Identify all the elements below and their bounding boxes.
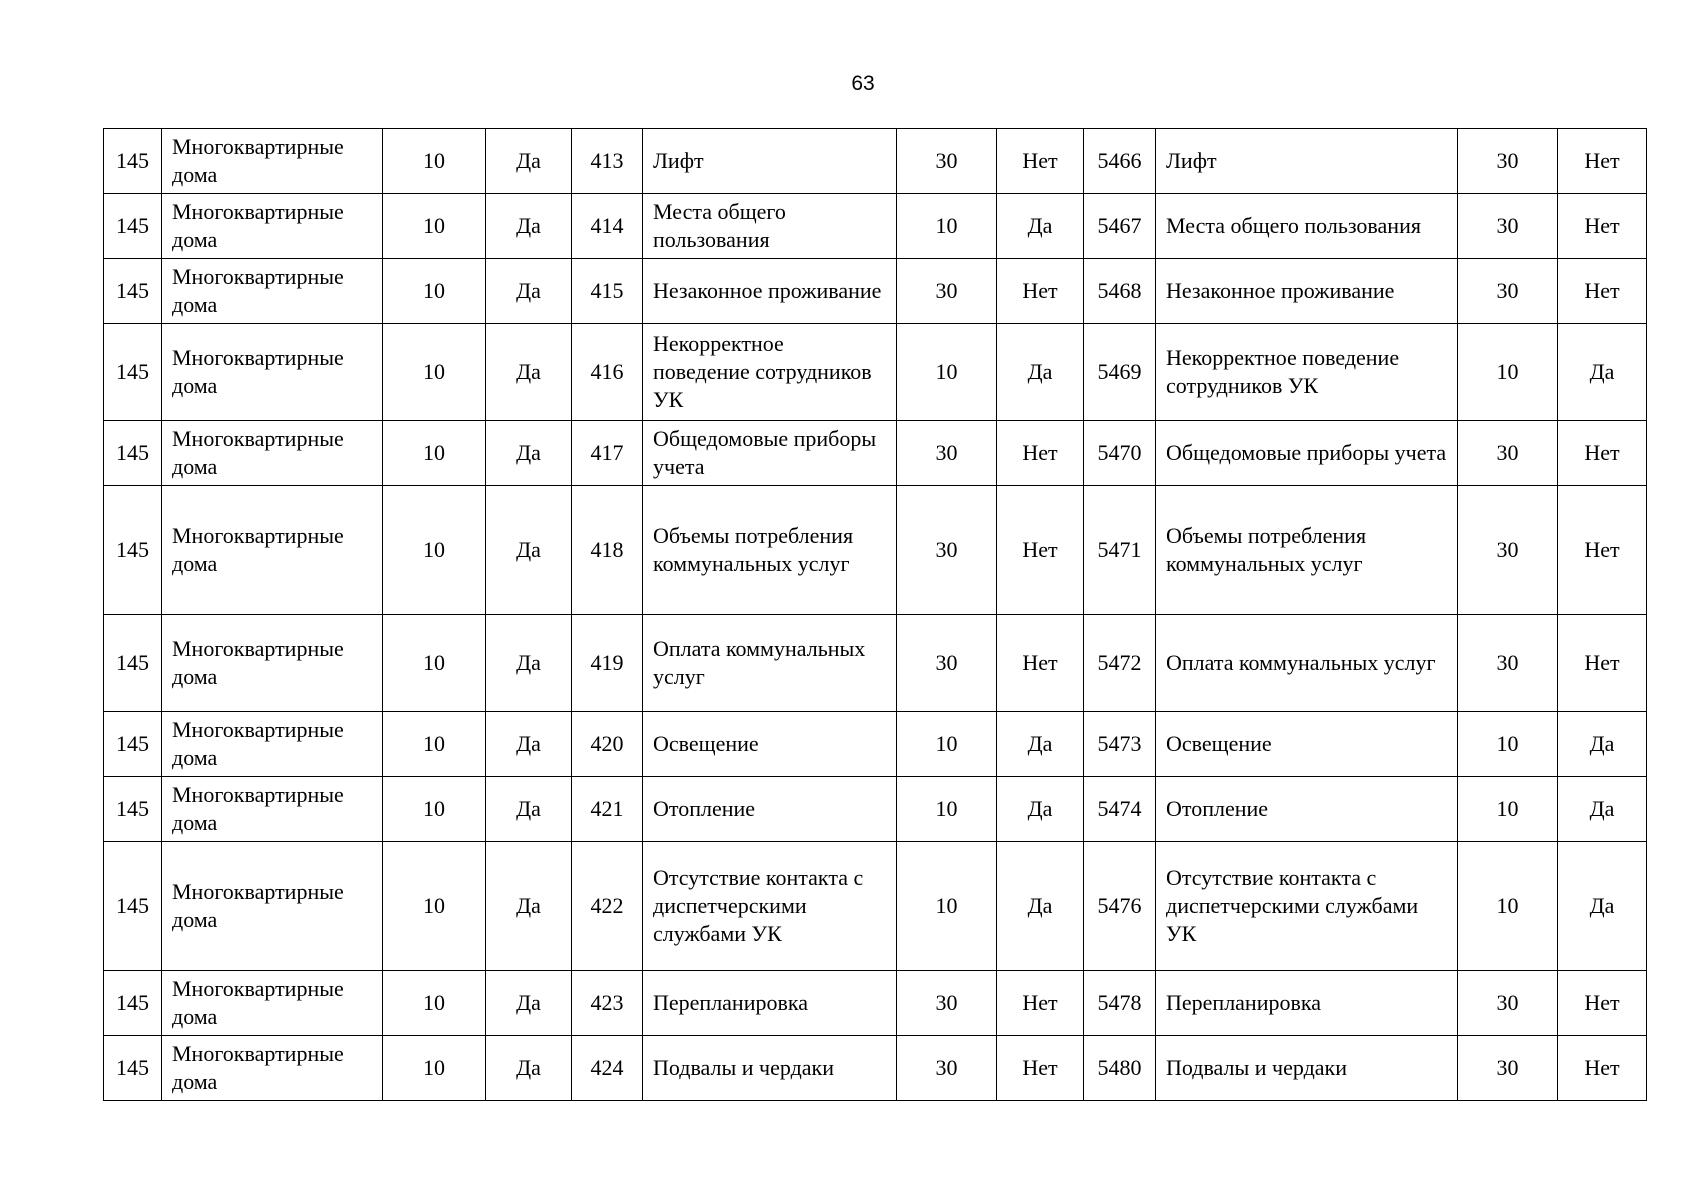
category-flag-cell: Да — [997, 777, 1084, 842]
group-name-cell: Многоквартирные дома — [162, 615, 383, 712]
subcategory-value-cell: 30 — [1458, 194, 1558, 259]
table-row — [104, 842, 1647, 971]
subcategory-flag-cell: Да — [1558, 777, 1647, 842]
subcategory-value-cell: 30 — [1458, 971, 1558, 1036]
category-name-cell: Объемы потребления коммунальных услуг — [643, 486, 897, 615]
group-id-cell: 145 — [104, 259, 162, 324]
group-flag-cell: Да — [486, 129, 572, 194]
subcategory-id-cell: 5478 — [1084, 971, 1156, 1036]
group-id-cell: 145 — [104, 129, 162, 194]
subcategory-name-cell: Оплата коммунальных услуг — [1156, 615, 1458, 712]
group-value-cell: 10 — [383, 712, 486, 777]
category-flag-cell: Да — [997, 842, 1084, 971]
subcategory-id-cell: 5467 — [1084, 194, 1156, 259]
category-name-cell: Лифт — [643, 129, 897, 194]
data-table — [103, 128, 1647, 1101]
category-value-cell: 10 — [897, 777, 997, 842]
group-flag-cell: Да — [486, 842, 572, 971]
category-value-cell: 30 — [897, 615, 997, 712]
table-row — [104, 486, 1647, 615]
category-flag-cell: Да — [997, 324, 1084, 421]
subcategory-name-cell: Подвалы и чердаки — [1156, 1036, 1458, 1101]
category-id-cell: 419 — [572, 615, 643, 712]
subcategory-flag-cell: Нет — [1558, 486, 1647, 615]
category-id-cell: 424 — [572, 1036, 643, 1101]
category-value-cell: 30 — [897, 129, 997, 194]
category-name-cell: Освещение — [643, 712, 897, 777]
subcategory-name-cell: Освещение — [1156, 712, 1458, 777]
category-name-cell: Некорректное поведение сотрудников УК — [643, 324, 897, 421]
category-flag-cell: Да — [997, 712, 1084, 777]
table-body — [104, 129, 1647, 1101]
subcategory-name-cell: Лифт — [1156, 129, 1458, 194]
group-value-cell: 10 — [383, 486, 486, 615]
group-flag-cell: Да — [486, 615, 572, 712]
subcategory-flag-cell: Нет — [1558, 971, 1647, 1036]
category-value-cell: 30 — [897, 1036, 997, 1101]
group-value-cell: 10 — [383, 194, 486, 259]
page-number: 63 — [851, 72, 875, 95]
group-id-cell: 145 — [104, 615, 162, 712]
subcategory-name-cell: Места общего пользования — [1156, 194, 1458, 259]
group-value-cell: 10 — [383, 777, 486, 842]
subcategory-value-cell: 10 — [1458, 712, 1558, 777]
category-name-cell: Незаконное проживание — [643, 259, 897, 324]
group-name-cell: Многоквартирные дома — [162, 842, 383, 971]
category-flag-cell: Нет — [997, 421, 1084, 486]
table-row — [104, 777, 1647, 842]
category-flag-cell: Да — [997, 194, 1084, 259]
group-value-cell: 10 — [383, 971, 486, 1036]
subcategory-flag-cell: Да — [1558, 712, 1647, 777]
subcategory-flag-cell: Нет — [1558, 615, 1647, 712]
subcategory-value-cell: 30 — [1458, 421, 1558, 486]
category-flag-cell: Нет — [997, 486, 1084, 615]
category-name-cell: Подвалы и чердаки — [643, 1036, 897, 1101]
group-name-cell: Многоквартирные дома — [162, 486, 383, 615]
category-id-cell: 423 — [572, 971, 643, 1036]
subcategory-id-cell: 5474 — [1084, 777, 1156, 842]
group-flag-cell: Да — [486, 194, 572, 259]
subcategory-id-cell: 5468 — [1084, 259, 1156, 324]
group-value-cell: 10 — [383, 129, 486, 194]
table-row — [104, 1036, 1647, 1101]
group-name-cell: Многоквартирные дома — [162, 129, 383, 194]
group-id-cell: 145 — [104, 777, 162, 842]
category-value-cell: 10 — [897, 324, 997, 421]
subcategory-value-cell: 10 — [1458, 324, 1558, 421]
category-name-cell: Отопление — [643, 777, 897, 842]
category-id-cell: 418 — [572, 486, 643, 615]
table-row — [104, 712, 1647, 777]
category-value-cell: 30 — [897, 421, 997, 486]
category-name-cell: Перепланировка — [643, 971, 897, 1036]
group-value-cell: 10 — [383, 1036, 486, 1101]
group-flag-cell: Да — [486, 486, 572, 615]
category-id-cell: 420 — [572, 712, 643, 777]
group-id-cell: 145 — [104, 971, 162, 1036]
group-id-cell: 145 — [104, 194, 162, 259]
category-flag-cell: Нет — [997, 259, 1084, 324]
category-value-cell: 30 — [897, 971, 997, 1036]
category-id-cell: 421 — [572, 777, 643, 842]
group-flag-cell: Да — [486, 971, 572, 1036]
subcategory-flag-cell: Да — [1558, 324, 1647, 421]
category-name-cell: Общедомовые приборы учета — [643, 421, 897, 486]
category-id-cell: 413 — [572, 129, 643, 194]
group-name-cell: Многоквартирные дома — [162, 1036, 383, 1101]
subcategory-name-cell: Отопление — [1156, 777, 1458, 842]
group-id-cell: 145 — [104, 842, 162, 971]
category-value-cell: 10 — [897, 842, 997, 971]
subcategory-id-cell: 5466 — [1084, 129, 1156, 194]
subcategory-id-cell: 5472 — [1084, 615, 1156, 712]
group-flag-cell: Да — [486, 1036, 572, 1101]
group-name-cell: Многоквартирные дома — [162, 194, 383, 259]
group-name-cell: Многоквартирные дома — [162, 421, 383, 486]
category-value-cell: 10 — [897, 194, 997, 259]
subcategory-name-cell: Некорректное поведение сотрудников УК — [1156, 324, 1458, 421]
subcategory-flag-cell: Нет — [1558, 129, 1647, 194]
table-row — [104, 421, 1647, 486]
subcategory-id-cell: 5471 — [1084, 486, 1156, 615]
group-flag-cell: Да — [486, 324, 572, 421]
group-value-cell: 10 — [383, 842, 486, 971]
subcategory-value-cell: 30 — [1458, 259, 1558, 324]
category-name-cell: Оплата коммунальных услуг — [643, 615, 897, 712]
group-name-cell: Многоквартирные дома — [162, 712, 383, 777]
category-flag-cell: Нет — [997, 971, 1084, 1036]
category-name-cell: Места общего пользования — [643, 194, 897, 259]
subcategory-flag-cell: Да — [1558, 842, 1647, 971]
subcategory-name-cell: Отсутствие контакта с диспетчерскими службами УК — [1156, 842, 1458, 971]
category-value-cell: 10 — [897, 712, 997, 777]
subcategory-flag-cell: Нет — [1558, 194, 1647, 259]
table-row — [104, 129, 1647, 194]
subcategory-value-cell: 10 — [1458, 777, 1558, 842]
group-name-cell: Многоквартирные дома — [162, 259, 383, 324]
subcategory-name-cell: Незаконное проживание — [1156, 259, 1458, 324]
subcategory-flag-cell: Нет — [1558, 259, 1647, 324]
group-name-cell: Многоквартирные дома — [162, 971, 383, 1036]
category-id-cell: 414 — [572, 194, 643, 259]
category-flag-cell: Нет — [997, 615, 1084, 712]
category-id-cell: 417 — [572, 421, 643, 486]
group-flag-cell: Да — [486, 777, 572, 842]
category-id-cell: 422 — [572, 842, 643, 971]
subcategory-value-cell: 30 — [1458, 486, 1558, 615]
subcategory-name-cell: Перепланировка — [1156, 971, 1458, 1036]
subcategory-value-cell: 10 — [1458, 842, 1558, 971]
group-id-cell: 145 — [104, 1036, 162, 1101]
subcategory-name-cell: Общедомовые приборы учета — [1156, 421, 1458, 486]
category-value-cell: 30 — [897, 259, 997, 324]
group-value-cell: 10 — [383, 259, 486, 324]
group-id-cell: 145 — [104, 421, 162, 486]
group-name-cell: Многоквартирные дома — [162, 777, 383, 842]
table-row — [104, 615, 1647, 712]
subcategory-name-cell: Объемы потребления коммунальных услуг — [1156, 486, 1458, 615]
subcategory-flag-cell: Нет — [1558, 1036, 1647, 1101]
group-id-cell: 145 — [104, 486, 162, 615]
subcategory-value-cell: 30 — [1458, 1036, 1558, 1101]
subcategory-id-cell: 5469 — [1084, 324, 1156, 421]
table-row — [104, 324, 1647, 421]
group-flag-cell: Да — [486, 712, 572, 777]
subcategory-flag-cell: Нет — [1558, 421, 1647, 486]
subcategory-id-cell: 5473 — [1084, 712, 1156, 777]
group-name-cell: Многоквартирные дома — [162, 324, 383, 421]
table-row — [104, 971, 1647, 1036]
category-id-cell: 416 — [572, 324, 643, 421]
subcategory-id-cell: 5480 — [1084, 1036, 1156, 1101]
group-flag-cell: Да — [486, 421, 572, 486]
subcategory-id-cell: 5470 — [1084, 421, 1156, 486]
group-id-cell: 145 — [104, 712, 162, 777]
category-flag-cell: Нет — [997, 129, 1084, 194]
group-value-cell: 10 — [383, 421, 486, 486]
table-row — [104, 194, 1647, 259]
category-id-cell: 415 — [572, 259, 643, 324]
group-value-cell: 10 — [383, 324, 486, 421]
subcategory-id-cell: 5476 — [1084, 842, 1156, 971]
table-row — [104, 259, 1647, 324]
subcategory-value-cell: 30 — [1458, 129, 1558, 194]
category-value-cell: 30 — [897, 486, 997, 615]
category-flag-cell: Нет — [997, 1036, 1084, 1101]
group-value-cell: 10 — [383, 615, 486, 712]
subcategory-value-cell: 30 — [1458, 615, 1558, 712]
group-flag-cell: Да — [486, 259, 572, 324]
group-id-cell: 145 — [104, 324, 162, 421]
category-name-cell: Отсутствие контакта с диспетчерскими службами УК — [643, 842, 897, 971]
